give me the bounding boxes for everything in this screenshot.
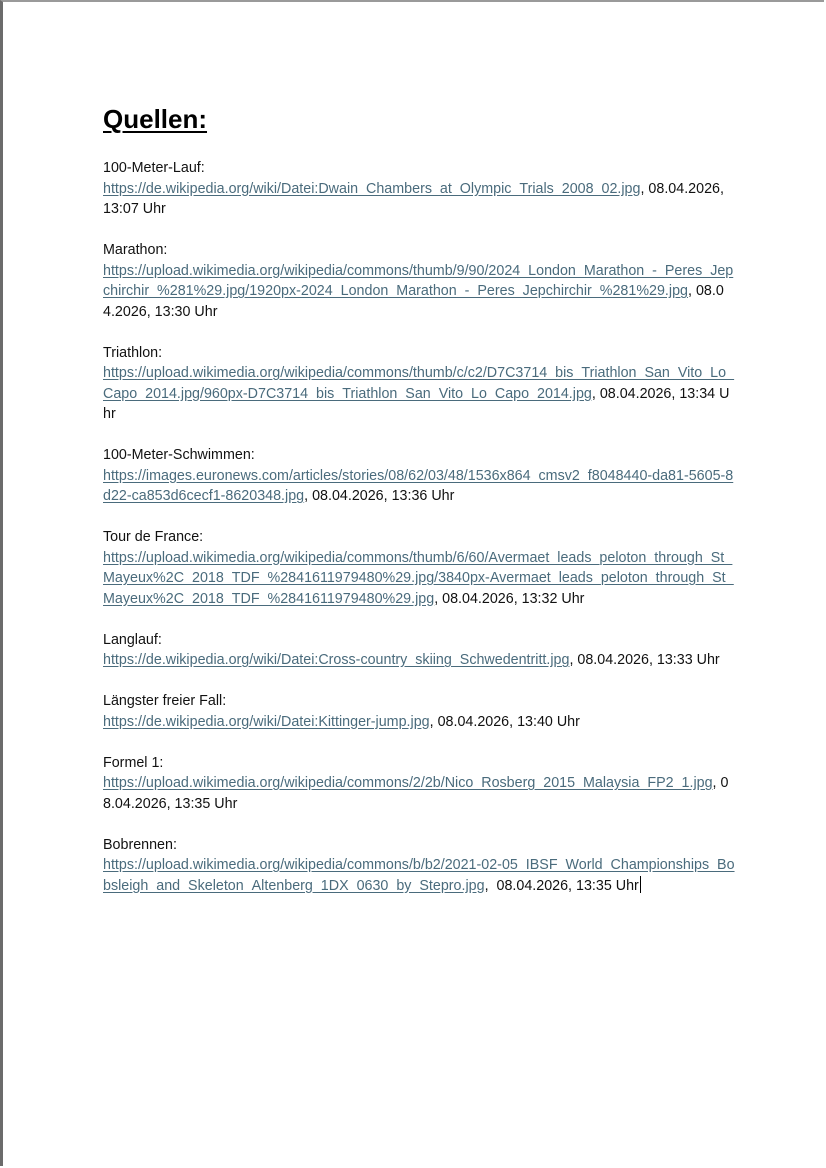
source-link[interactable]: https://images.euronews.com/articles/stories/08/62/03/48/1536x864_cmsv2_f8048440-da81-5605-8d22-ca853d6cecf1-8620348.jpg [103,467,734,504]
source-link[interactable]: https://de.wikipedia.org/wiki/Datei:Cross-country_skiing_Schwedentritt.jpg [103,652,570,668]
source-separator: , [687,283,692,299]
source-link[interactable]: https://de.wikipedia.org/wiki/Datei:Kittinger-jump.jpg [103,713,430,730]
source-entry-tour-de-france [103,527,735,609]
source-separator: , [484,877,489,894]
source-entry-triathlon [103,343,735,425]
source-entry-100m-lauf [103,158,735,220]
sources-list [103,158,735,917]
source-link[interactable]: https://upload.wikimedia.org/wikipedia/commons/thumb/9/90/2024_London_Marathon_-_Peres_Jepchirchir_%281%29.jpg/1920px-2024_London_Marathon_-_Peres_Jepchirchir_%281%29.jpg [103,262,734,299]
source-separator: , [569,652,574,668]
source-label: Bobrennen: [103,836,177,853]
source-label: Marathon: [103,242,168,258]
source-separator: , [429,713,434,730]
source-entry-marathon [103,240,735,322]
source-entry-100m-schwimmen [103,445,735,507]
source-label: 100-Meter-Schwimmen: [103,447,255,463]
source-entry-formel-1 [103,753,735,815]
source-date: 08.04.2026, 13:35 Uhr [103,775,729,812]
source-label: 100-Meter-Lauf: [103,160,205,176]
source-separator: , [304,488,309,504]
source-date: 08.04.2026, 13:30 Uhr [103,283,724,320]
source-link[interactable]: https://upload.wikimedia.org/wikipedia/commons/thumb/6/60/Avermaet_leads_peloton_through_St_Mayeux%2C_2018_TDF_%2841611979480%29.jpg/3840px-Avermaet_leads_peloton_through_St_Mayeux%2C_2018_TDF_%2841611979480%29.jpg [103,549,734,607]
source-date: 08.04.2026, 13:34 Uhr [103,385,730,422]
source-link[interactable]: https://upload.wikimedia.org/wikipedia/commons/2/2b/Nico_Rosberg_2015_Malaysia_FP2_1.jpg [103,775,713,791]
source-date: 08.04.2026, 13:35 Uhr [488,877,639,894]
source-label: Längster freier Fall: [103,693,227,709]
source-separator: , [434,590,439,607]
source-entry-freier-fall [103,691,735,732]
source-label: Triathlon: [103,344,163,361]
source-date: 08.04.2026, 13:33 Uhr [573,652,720,668]
source-label: Langlauf: [103,631,162,648]
source-entry-langlauf [103,630,735,671]
source-date: 08.04.2026, 13:36 Uhr [308,488,455,504]
source-separator: , [712,775,717,791]
source-entry-bobrennen [103,835,735,897]
source-link[interactable]: https://de.wikipedia.org/wiki/Datei:Dwain_Chambers_at_Olympic_Trials_2008_02.jpg [103,180,641,197]
source-label: Formel 1: [103,754,164,771]
page-title: Quellen: [103,104,208,134]
source-date: 08.04.2026, 13:07 Uhr [103,180,724,217]
source-link[interactable]: https://upload.wikimedia.org/wikipedia/commons/thumb/c/c2/D7C3714_bis_Triathlon_San_Vito_Lo_Capo_2014.jpg/960px-D7C3714_bis_Triathlon_San_Vito_Lo_Capo_2014.jpg [103,365,735,402]
source-separator: , [640,180,645,197]
source-date: 08.04.2026, 13:32 Uhr [438,590,585,607]
source-date: 08.04.2026, 13:40 Uhr [433,713,580,730]
source-label: Tour de France: [103,529,204,545]
source-separator: , [591,385,596,402]
source-link[interactable]: https://upload.wikimedia.org/wikipedia/commons/b/b2/2021-02-05_IBSF_World_Championships_Bobsleigh_and_Skeleton_Altenberg_1DX_0630_by_Stepro.jpg [103,857,735,894]
text-cursor [640,876,641,893]
